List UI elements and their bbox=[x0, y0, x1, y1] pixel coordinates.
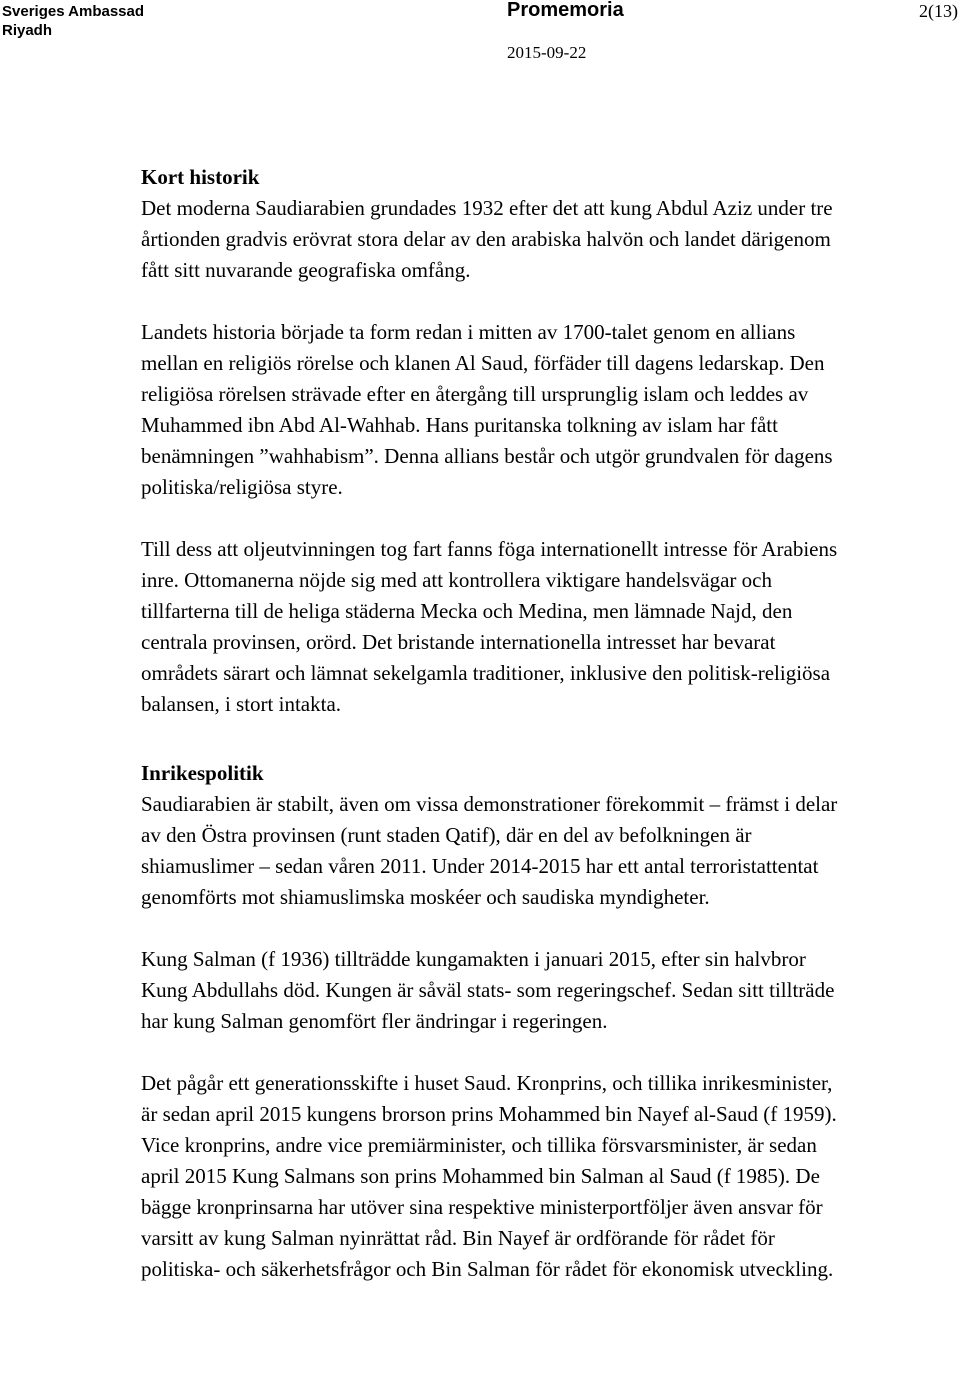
paragraph: Kung Salman (f 1936) tillträdde kungamakten i januari 2015, efter sin halvbror Kung Abdullahs död. Kungen är såväl stats- som regeringschef. Sedan sitt tillträde har kung Salman genomfört fler ändringar i regeringen. bbox=[141, 947, 835, 1033]
page-header bbox=[0, 0, 960, 62]
document-type: Promemoria bbox=[507, 0, 624, 21]
paragraph: Landets historia började ta form redan i mitten av 1700-talet genom en allians mellan en religiös rörelse och klanen Al Saud, förfäder till dagens ledarskap. Den religiösa rörelsen strävade efter en återgång till ursprunglig islam och leddes av Muhammed ibn Abd Al-Wahhab. Hans puritanska tolkning av islam har fått benämningen ”wahhabism”. Denna allians består och utgör grundvalen för dagens politiska/religiösa styre. bbox=[141, 320, 833, 499]
sender-city: Riyadh bbox=[2, 22, 53, 39]
paragraph: Det moderna Saudiarabien grundades 1932 efter det att kung Abdul Aziz under tre årtionden gradvis erövrat stora delar av den arabiska halvön och landet därigenom fått sitt nuvarande geografiska omfång. bbox=[141, 196, 833, 282]
sender-organization bbox=[2, 2, 144, 40]
section-heading: Inrikespolitik bbox=[141, 761, 264, 785]
section-domestic-politics bbox=[141, 758, 841, 1285]
paragraph: Det pågår ett generationsskifte i huset Saud. Kronprins, och tillika inrikesminister, är sedan april 2015 kungens brorson prins Mohammed bin Nayef al-Saud (f 1959). Vice kronprins, andre vice premiärminister, och tillika försvarsminister, är sedan april 2015 Kung Salmans son prins Mohammed bin Salman al Saud (f 1985). De bägge kronprinsarna har utöver sina respektive ministerportföljer även ansvar för varsitt av kung Salman nyinrättat råd. Bin Nayef är ordförande för rådet för politiska- och säkerhetsfrågor och Bin Salman för rådet för ekonomisk utveckling. bbox=[141, 1071, 837, 1281]
document-body bbox=[141, 162, 841, 1285]
sender-name: Sveriges Ambassad bbox=[2, 3, 145, 20]
page-number: 2(13) bbox=[919, 1, 958, 21]
paragraph: Saudiarabien är stabilt, även om vissa demonstrationer förekommit – främst i delar av den Östra provinsen (runt staden Qatif), där en del av befolkningen är shiamuslimer – sedan våren 2011. Under 2014-2015 har ett antal terroristattentat genomförts mot shiamuslimska moskéer och saudiska myndigheter. bbox=[141, 792, 838, 909]
document-date: 2015-09-22 bbox=[507, 43, 587, 62]
section-history bbox=[141, 162, 841, 720]
section-heading: Kort historik bbox=[141, 165, 260, 189]
paragraph: Till dess att oljeutvinningen tog fart fanns föga internationellt intresse för Arabiens inre. Ottomanerna nöjde sig med att kontrollera viktigare handelsvägar och tillfarterna till de heliga städerna Mecka och Medina, men lämnade Najd, den centrala provinsen, orörd. Det bristande internationella intresset har bevarat områdets särart och lämnat sekelgamla traditioner, inklusive den politisk-religiösa balansen, i stort intakta. bbox=[141, 537, 838, 716]
